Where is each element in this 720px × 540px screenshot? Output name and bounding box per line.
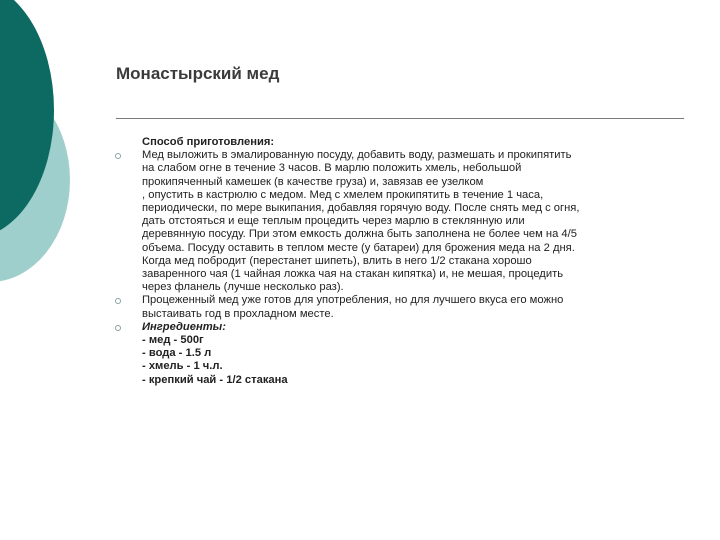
ingredients-heading: Ингредиенты: [142, 320, 226, 333]
text-line: объема. Посуду оставить в теплом месте (у батареи) для брожения меда на 2 дня. [142, 241, 575, 254]
bullet-icon [115, 153, 121, 159]
text-line: на слабом огне в течение 3 часов. В марлю положить хмель, небольшой [142, 162, 522, 175]
bullet-icon [115, 298, 121, 304]
slide-content [112, 136, 692, 387]
text-line: периодически, по мере выкипания, добавляя горячую воду. После снять мед с огня, [142, 202, 580, 215]
bullet-item-ingredients [112, 321, 692, 387]
ingredient-item: - крепкий чай - 1/2 стакана [142, 373, 288, 386]
decorative-circles [0, 0, 120, 300]
text-line: деревянную посуду. При этом емкость должна быть заполнена не более чем на 4/5 [142, 228, 577, 241]
method-text [142, 149, 692, 294]
text-line: через фланель (лучше несколько раз). [142, 281, 344, 294]
text-line: заваренного чая (1 чайная ложка чая на стакан кипятка) и, не мешая, процедить [142, 268, 564, 281]
text-line: Когда мед побродит (перестанет шипеть), влить в него 1/2 стакана хорошо [142, 254, 532, 267]
text-line: Процеженный мед уже готов для употребления, но для лучшего вкуса его можно [142, 294, 564, 307]
bullet-icon [115, 325, 121, 331]
text-line: Мед выложить в эмалированную посуду, добавить воду, размешать и прокипятить [142, 149, 572, 162]
title-divider [116, 118, 684, 119]
method-heading: Способ приготовления: [142, 136, 275, 148]
ingredient-item: - вода - 1.5 л [142, 347, 212, 360]
text-line: дать отстояться и еще теплым процедить через марлю в стеклянную или [142, 215, 525, 228]
text-line: выстаивать год в прохладном месте. [142, 307, 334, 320]
text-line: прокипяченный камешек (в качестве груза) и, завязав ее узелком [142, 175, 484, 188]
bullet-item-ready [112, 294, 692, 320]
slide-title: Монастырский мед [116, 64, 280, 83]
bullet-item-method [112, 136, 692, 294]
ingredient-item: - хмель - 1 ч.л. [142, 360, 223, 373]
ingredient-item: - мед - 500г [142, 334, 204, 347]
text-line: , опустить в кастрюлю с медом. Мед с хмелем прокипятить в течение 1 часа, [142, 188, 544, 201]
